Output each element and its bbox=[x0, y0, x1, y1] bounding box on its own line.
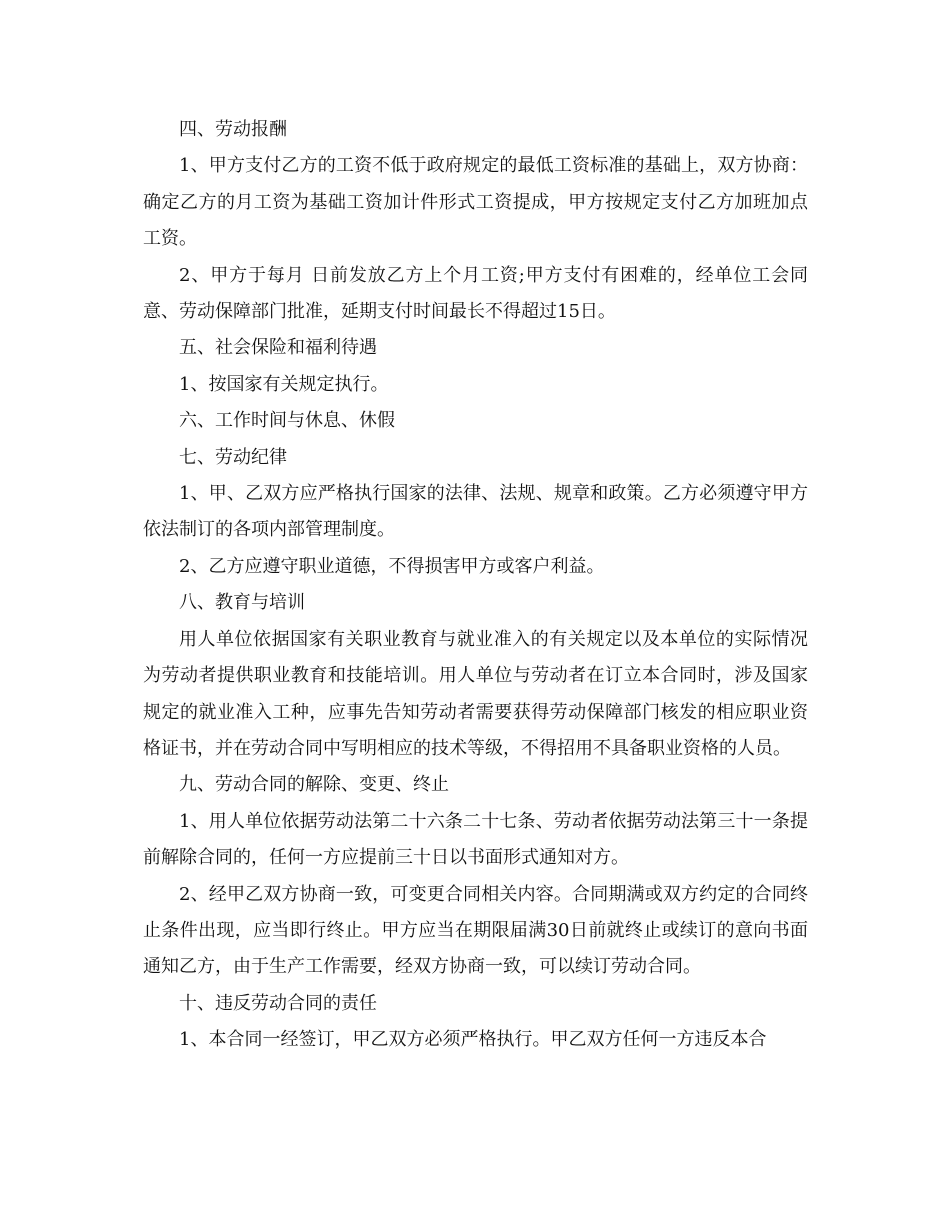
section-heading-working-hours: 六、工作时间与休息、休假 bbox=[179, 410, 395, 432]
section-heading-remuneration: 四、劳动报酬 bbox=[179, 119, 287, 140]
document-body bbox=[143, 112, 808, 1059]
section-heading-education-training: 八、教育与培训 bbox=[179, 592, 305, 614]
paragraph: 1、本合同一经签订，甲乙双方必须严格执行。甲乙双方任何一方违反本合 bbox=[179, 1029, 767, 1051]
paragraph: 2、甲方于每月 日前发放乙方上个月工资;甲方支付有困难的，经单位工会同意、劳动保障部门批准，延期支付时间最长不得超过15日。 bbox=[143, 264, 808, 323]
paragraph: 1、用人单位依据劳动法第二十六条二十七条、劳动者依据劳动法第三十一条提前解除合同的，任何一方应提前三十日以书面形式通知对方。 bbox=[143, 810, 808, 869]
paragraph: 1、甲、乙双方应严格执行国家的法律、法规、规章和政策。乙方必须遵守甲方依法制订的各项内部管理制度。 bbox=[143, 483, 808, 541]
paragraph: 2、经甲乙双方协商一致，可变更合同相关内容。合同期满或双方约定的合同终止条件出现，应当即行终止。甲方应当在期限届满30日前就终止或续订的意向书面通知乙方，由于生产工作需要，经双方协商一致，可以续订劳动合同。 bbox=[143, 883, 808, 978]
section-heading-termination: 九、劳动合同的解除、变更、终止 bbox=[179, 774, 449, 796]
paragraph: 1、按国家有关规定执行。 bbox=[179, 373, 389, 395]
section-heading-liability: 十、违反劳动合同的责任 bbox=[179, 992, 377, 1014]
paragraph: 2、乙方应遵守职业道德，不得损害甲方或客户利益。 bbox=[179, 555, 605, 577]
paragraph: 1、甲方支付乙方的工资不低于政府规定的最低工资标准的基础上，双方协商：确定乙方的月工资为基础工资加计件形式工资提成，甲方按规定支付乙方加班加点工资。 bbox=[143, 155, 808, 250]
section-heading-social-insurance: 五、社会保险和福利待遇 bbox=[179, 337, 377, 359]
paragraph: 用人单位依据国家有关职业教育与就业准入的有关规定以及本单位的实际情况为劳动者提供职业教育和技能培训。用人单位与劳动者在订立本合同时，涉及国家规定的就业准入工种，应事先告知劳动者需要获得劳动保障部门核发的相应职业资格证书，并在劳动合同中写明相应的技术等级，不得招用不具备职业资格的人员。 bbox=[143, 628, 808, 759]
section-heading-labor-discipline: 七、劳动纪律 bbox=[179, 446, 287, 468]
